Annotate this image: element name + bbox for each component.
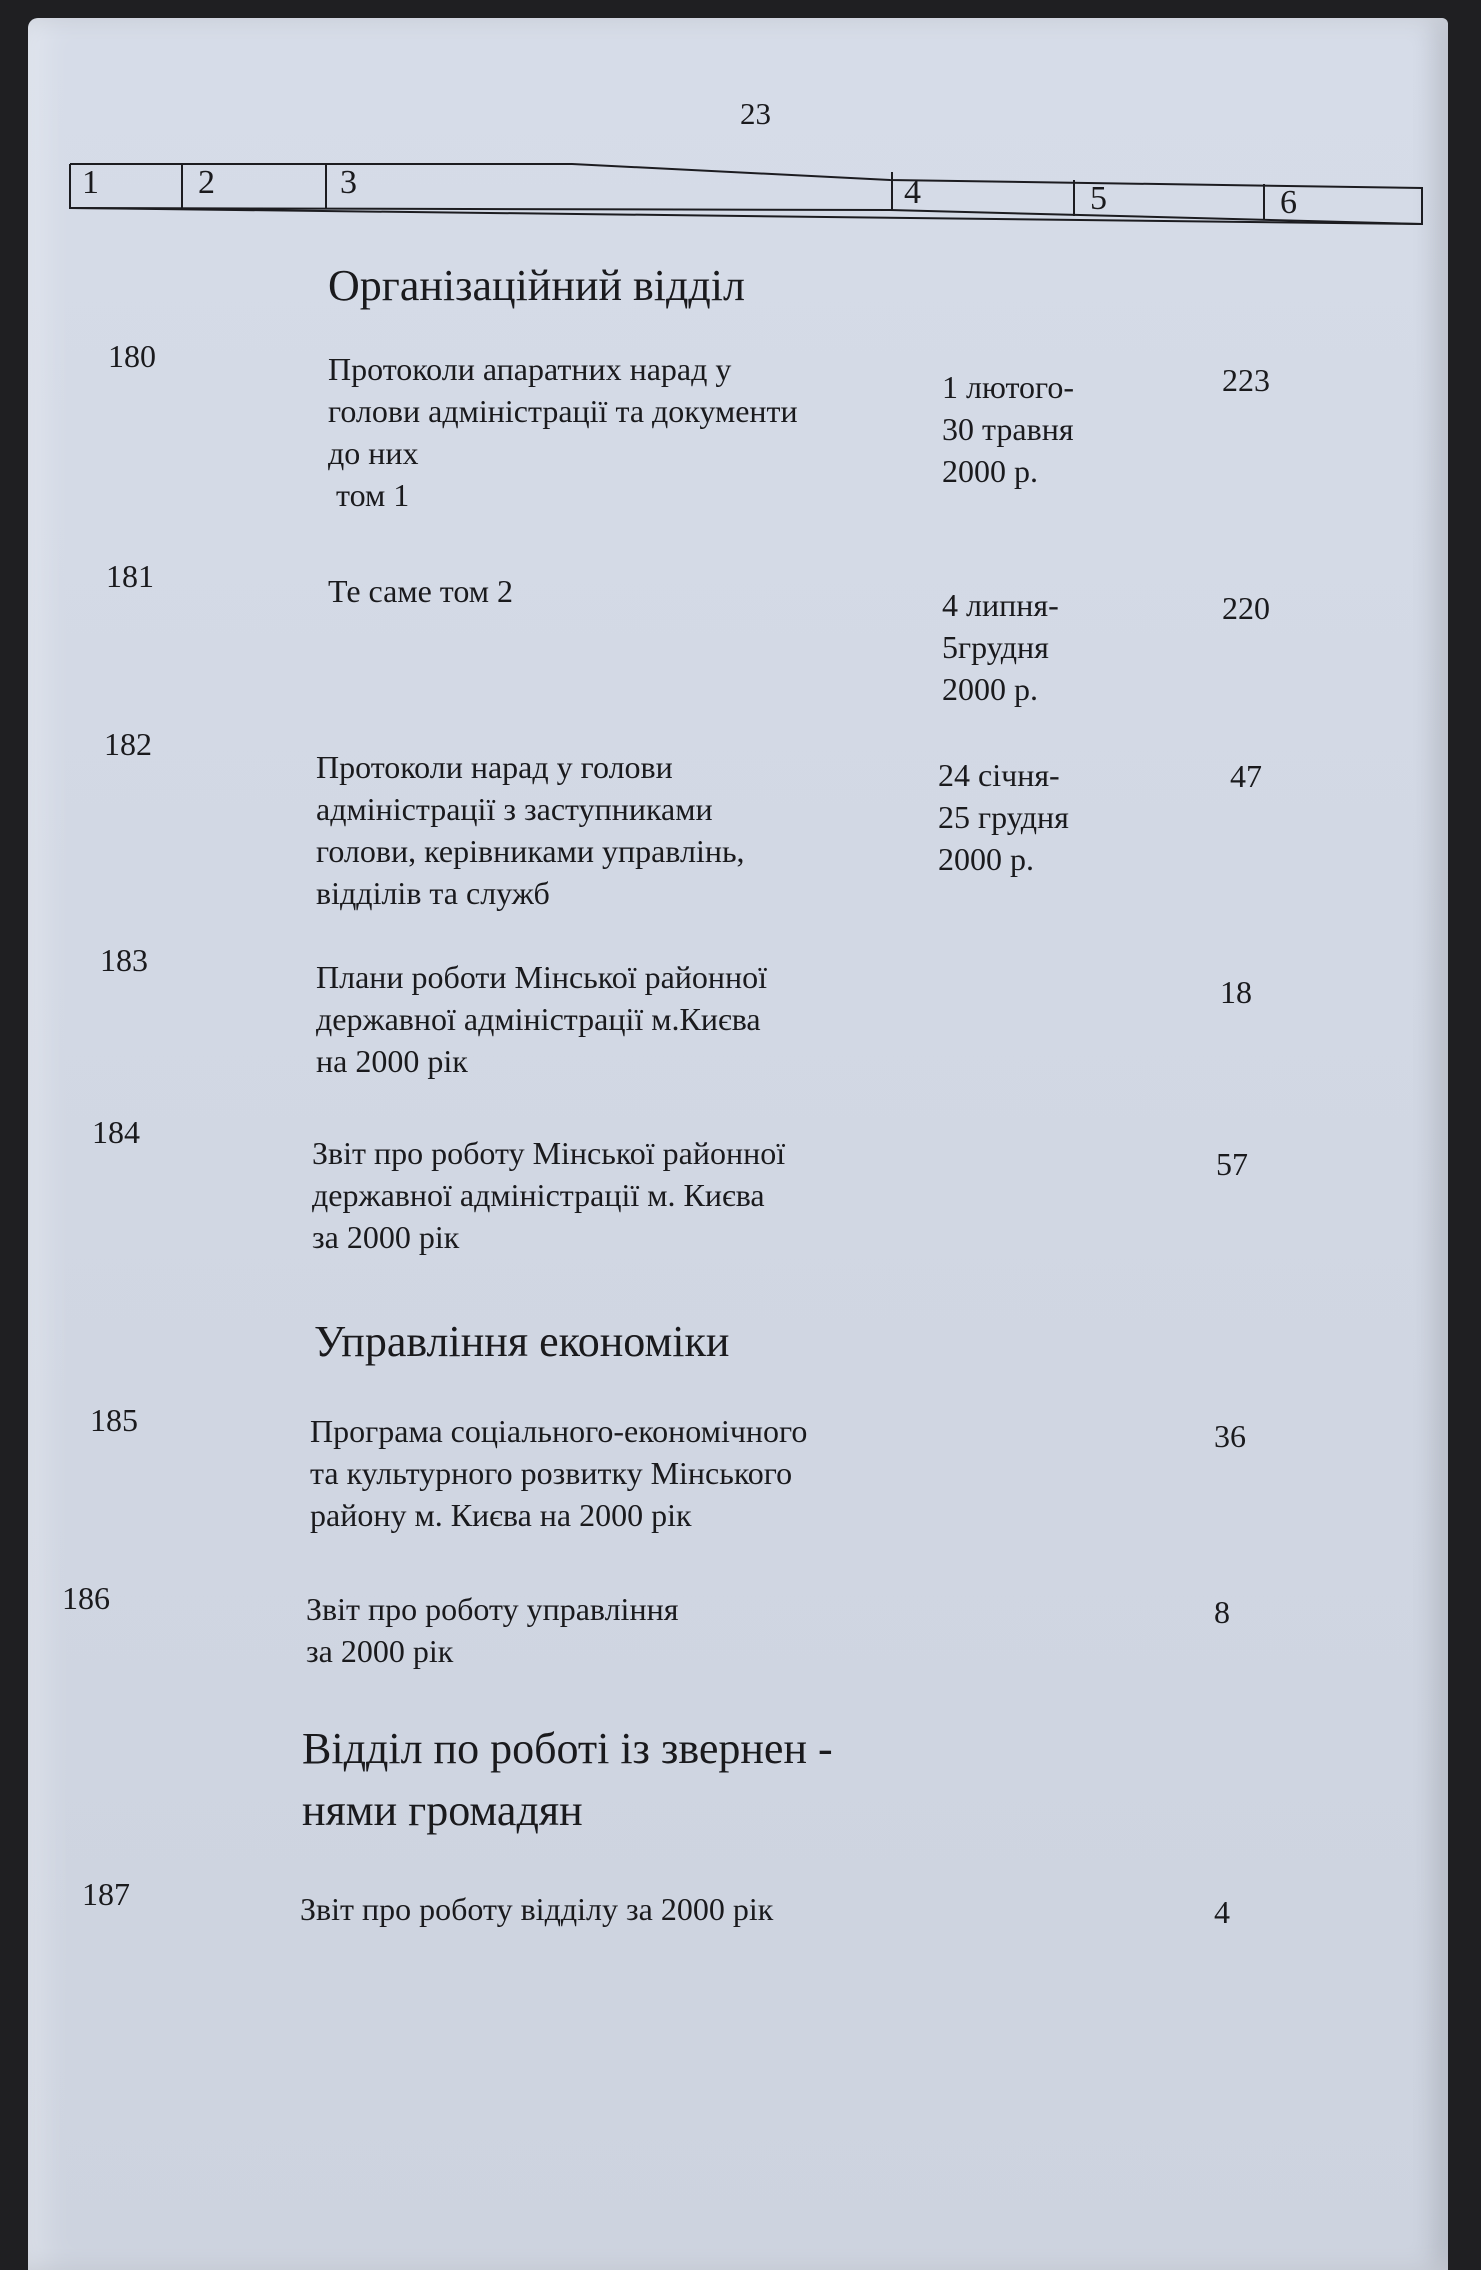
section-title-economics: Управління економіки xyxy=(314,1317,730,1366)
entry-title: Програма соціального-економічного та культурного розвитку Мінського району м. Києва на 2000 рік xyxy=(310,1413,808,1533)
section-title-citizens-appeals: Відділ по роботі із звернен - нями громадян xyxy=(302,1724,833,1835)
entry-number: 183 xyxy=(100,942,148,978)
header-col-6: 6 xyxy=(1280,184,1297,221)
entry-title: Те саме том 2 xyxy=(328,573,513,609)
entry-dates: 4 липня- 5грудня 2000 р. xyxy=(942,587,1059,707)
entry-title: Звіт про роботу відділу за 2000 рік xyxy=(300,1891,774,1927)
page-number: 23 xyxy=(740,96,771,131)
entry-pages: 57 xyxy=(1216,1146,1248,1182)
entry-pages: 223 xyxy=(1222,362,1270,398)
header-col-2: 2 xyxy=(198,164,215,201)
entry-number: 186 xyxy=(62,1580,110,1616)
entry-title: Протоколи нарад у голови адміністрації з заступниками голови, керівниками управлінь, відділів та служб xyxy=(316,749,745,911)
header-col-5: 5 xyxy=(1090,180,1107,217)
entry-number: 185 xyxy=(90,1402,138,1438)
entry-title: Звіт про роботу Мінської районної державної адміністрації м. Києва за 2000 рік xyxy=(312,1135,786,1255)
header-col-3: 3 xyxy=(340,164,357,201)
column-header-row xyxy=(70,150,1422,221)
entry-number: 181 xyxy=(106,558,154,594)
entry-pages: 8 xyxy=(1214,1594,1230,1630)
entry-title: Звіт про роботу управління за 2000 рік xyxy=(306,1591,679,1669)
entry-title: Плани роботи Мінської районної державної адміністрації м.Києва на 2000 рік xyxy=(316,959,768,1079)
header-grid-lines xyxy=(70,150,1422,214)
entry-pages: 18 xyxy=(1220,974,1252,1010)
entry-dates: 24 січня- 25 грудня 2000 р. xyxy=(938,757,1069,877)
entry-pages: 47 xyxy=(1230,758,1262,794)
entry-pages: 4 xyxy=(1214,1894,1230,1930)
header-col-1: 1 xyxy=(82,164,99,201)
entry-pages: 220 xyxy=(1222,590,1270,626)
entry-number: 182 xyxy=(104,726,152,762)
entry-number: 184 xyxy=(92,1114,140,1150)
entry-title: Протоколи апаратних нарад у голови адміністрації та документи до них том 1 xyxy=(328,351,798,513)
document-page xyxy=(28,18,1448,2270)
header-col-4: 4 xyxy=(904,174,921,211)
entry-number: 180 xyxy=(108,338,156,374)
entry-number: 187 xyxy=(82,1876,130,1912)
entry-dates: 1 лютого- 30 травня 2000 р. xyxy=(942,369,1074,489)
section-title-organizational: Організаційний відділ xyxy=(328,261,745,310)
entry-pages: 36 xyxy=(1214,1418,1246,1454)
